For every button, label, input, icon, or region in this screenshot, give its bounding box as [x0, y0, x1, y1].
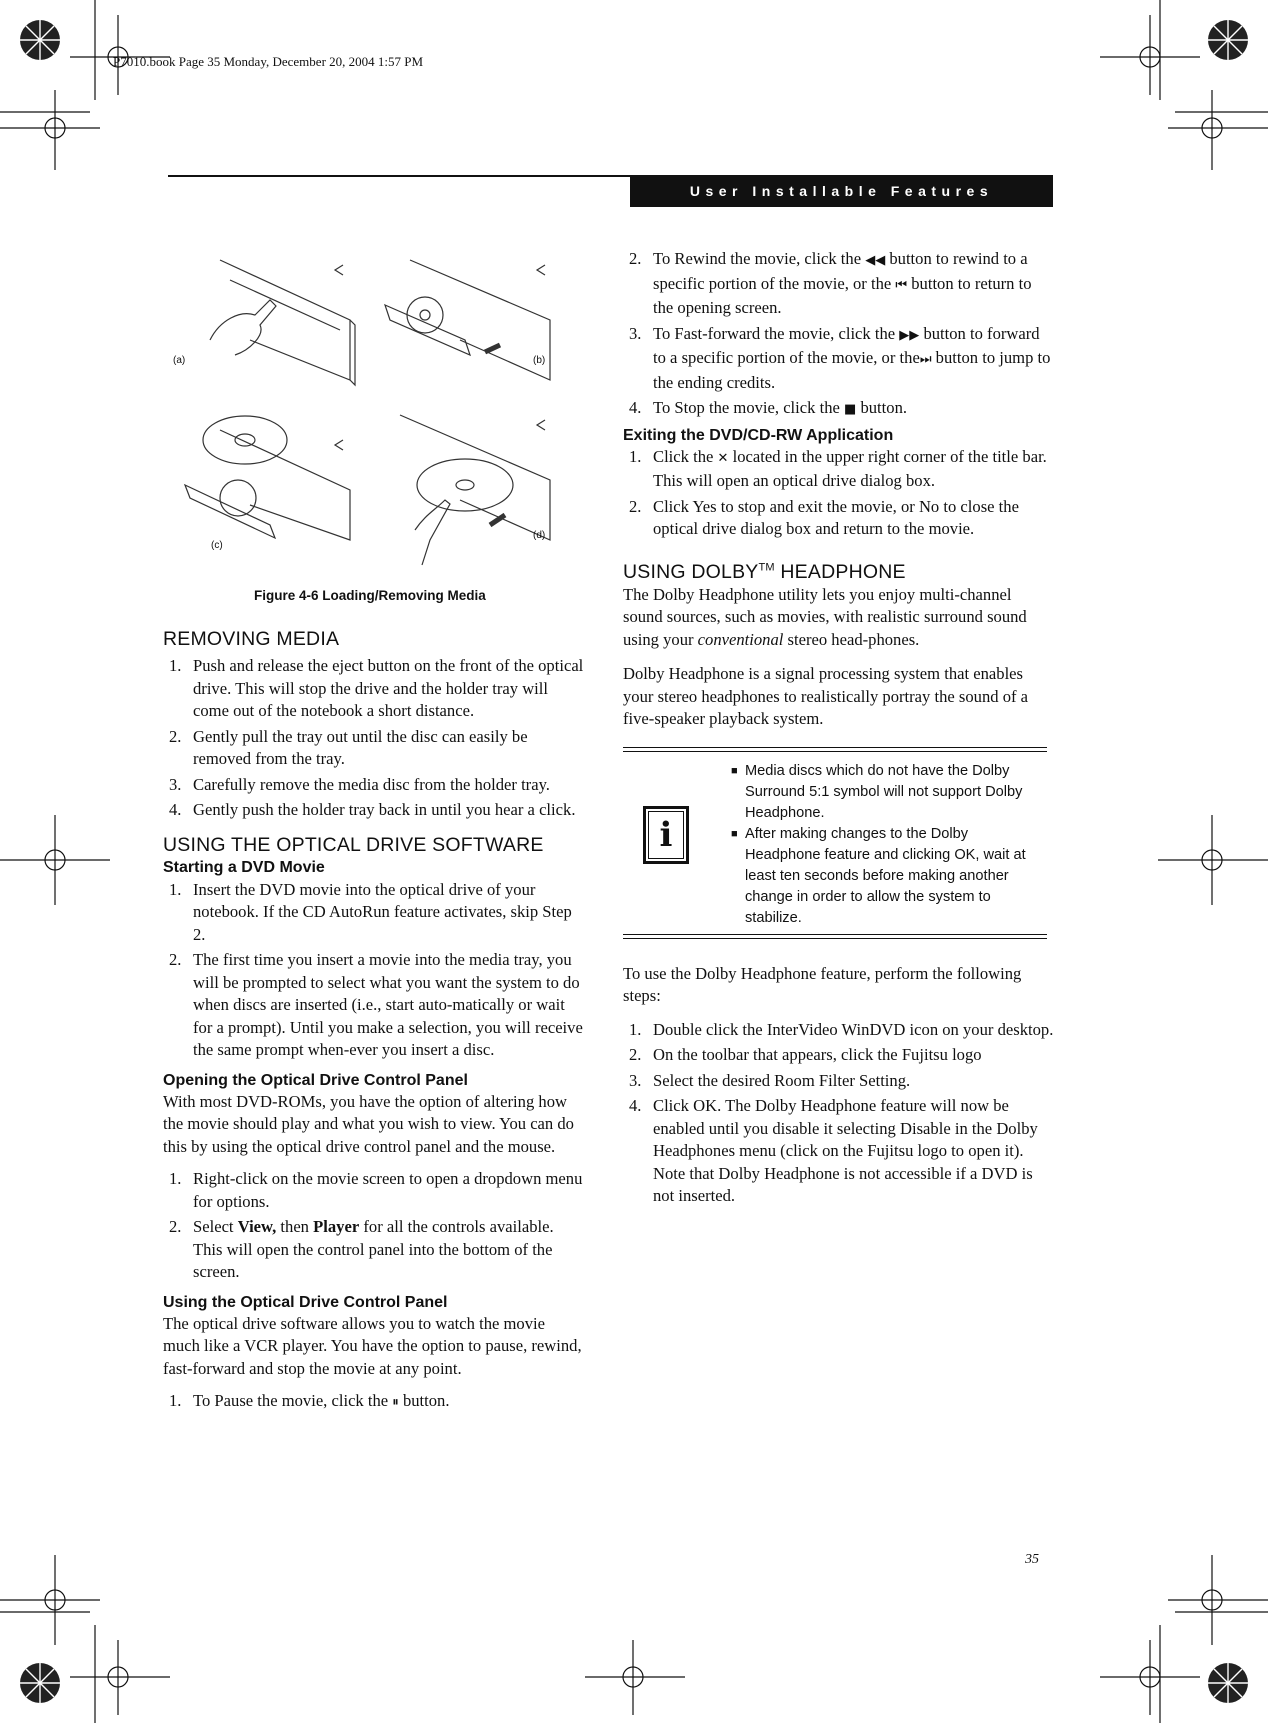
section-header: User Installable Features: [630, 175, 1053, 207]
list-item: ■ Media discs which do not have the Dolby Surround 5:1 symbol will not support Dolby Headphone.: [731, 762, 1023, 821]
figure-label-d: (d): [533, 530, 546, 541]
list-item: 2. To Rewind the movie, click the ◀◀ button to rewind to a specific portion of the movie, or the ⏮ button to return to the opening screen.: [629, 249, 1032, 317]
removing-media-title: REMOVING MEDIA: [163, 628, 340, 650]
dolby-paragraph-3: To use the Dolby Headphone feature, perform the following steps:: [623, 963, 1022, 1005]
opening-panel-steps: [163, 1168, 585, 1284]
opening-panel-paragraph: With most DVD-ROMs, you have the option of altering how the movie should play and what you wish to view. You can do this by using the optical drive control panel and the mouse.: [163, 1091, 574, 1156]
fast-forward-icon: ▶▶: [899, 327, 920, 343]
using-panel-steps: [163, 1390, 585, 1415]
note-list: [731, 761, 1031, 929]
list-item: 2. Select View, then Player for all the controls available. This will open the control panel into the bottom of the screen.: [169, 1217, 554, 1281]
stop-icon: ■: [844, 402, 857, 417]
list-item: 1. Double click the InterVideo WinDVD icon on your desktop.: [629, 1019, 1054, 1039]
dolby-steps: [623, 1019, 1055, 1208]
exiting-heading: Exiting the DVD/CD-RW Application: [623, 426, 894, 444]
figure-label-a: (a): [173, 355, 186, 366]
print-slug: P7010.book Page 35 Monday, December 20, 2004 1:57 PM: [113, 54, 424, 69]
list-item: ■ After making changes to the Dolby Headphone feature and clicking OK, wait at least ten seconds before making another change in order to allow the system to stabilize.: [731, 825, 1026, 926]
using-panel-heading: Using the Optical Drive Control Panel: [163, 1293, 448, 1311]
list-item: 3. To Fast-forward the movie, click the ▶▶ button to forward to a specific portion of the movie, or the⏭ button to jump to the ending credits.: [629, 323, 1051, 392]
list-item: 2. On the toolbar that appears, click the Fujitsu logo: [629, 1045, 982, 1064]
close-icon: ✕: [717, 450, 729, 466]
dolby-paragraph-2: Dolby Headphone is a signal processing system that enables your stereo headphones to realistically portray the sound of a five-speaker playback system.: [623, 664, 1029, 728]
left-column: [163, 628, 585, 1418]
list-item: 1. Right-click on the movie screen to open a dropdown menu for options.: [169, 1169, 583, 1211]
using-panel-paragraph: The optical drive software allows you to watch the movie much like a VCR player. You have the option to pause, rewind, fast-forward and stop the movie at any point.: [163, 1313, 582, 1378]
list-item: 4. Gently push the holder tray back in until you hear a click.: [169, 800, 576, 819]
list-item: 1. Insert the DVD movie into the optical drive of your notebook. If the CD AutoRun feature activates, skip Step 2.: [169, 879, 572, 944]
list-item: 1. To Pause the movie, click the ⏸ button.: [169, 1391, 450, 1410]
figure-caption: Figure 4-6 Loading/Removing Media: [254, 588, 486, 603]
opening-panel-heading: Opening the Optical Drive Control Panel: [163, 1071, 468, 1089]
list-item: 4. Click OK. The Dolby Headphone feature will now be enabled until you disable it selecting Disable in the Dolby Headphones menu (click on the Fujitsu logo to open it). Note that Dolby Headphone is not accessible if a DVD is not inserted.: [629, 1096, 1038, 1205]
header-rule: [168, 175, 630, 177]
dolby-title: USING DOLBY™ HEADPHONE: [623, 560, 906, 583]
dolby-paragraph-1: The Dolby Headphone utility lets you enjoy multi-channel sound sources, such as movies, with realistic surround sound using your conventional stereo head-phones.: [623, 584, 1027, 649]
next-icon: ⏭: [919, 352, 932, 367]
loading-media-figure: [160, 240, 580, 570]
rewind-icon: ◀◀: [865, 253, 886, 268]
list-item: 2. The first time you insert a movie into the media tray, you will be prompted to select what you want the system to do when discs are inserted (i.e., start auto-matically or wait for a prompt). Until you make a selection, you will receive the same prompt when-ever you insert a disc.: [169, 950, 583, 1059]
pause-icon: ⏸: [392, 1395, 399, 1410]
playback-steps: [623, 248, 1055, 422]
list-item: 2. Click Yes to stop and exit the movie, or No to close the optical drive dialog box and return to the movie.: [629, 496, 1019, 538]
removing-media-steps: [163, 655, 585, 822]
figure-label-b: (b): [533, 355, 546, 366]
list-item: 2. Gently pull the tray out until the disc can easily be removed from the tray.: [169, 726, 528, 768]
info-icon: i: [643, 806, 689, 864]
starting-dvd-heading: Starting a DVD Movie: [163, 858, 325, 876]
list-item: 4. To Stop the movie, click the ■ button.: [629, 398, 908, 417]
list-item: 1. Push and release the eject button on the front of the optical drive. This will stop the drive and the holder tray will come out of the notebook a short distance.: [169, 656, 584, 720]
figure-label-c: (c): [211, 540, 223, 551]
list-item: 3. Select the desired Room Filter Setting.: [629, 1070, 911, 1090]
note-bottom-rule-2: [623, 938, 1047, 939]
software-title: USING THE OPTICAL DRIVE SOFTWARE: [163, 833, 544, 856]
right-column: [623, 248, 1055, 1211]
page-number: 35: [1025, 1552, 1039, 1567]
starting-dvd-steps: [163, 879, 585, 1062]
note-top-rule-2: [623, 751, 1047, 752]
exiting-steps: [623, 446, 1055, 541]
note-top-rule: [623, 747, 1047, 748]
info-note: [623, 741, 1055, 963]
list-item: 1. Click the ✕ located in the upper right corner of the title bar. This will open an optical drive dialog box.: [629, 446, 1047, 490]
list-item: 3. Carefully remove the media disc from the holder tray.: [169, 774, 550, 794]
previous-icon: ⏮: [895, 277, 908, 293]
note-bottom-rule: [623, 934, 1047, 935]
